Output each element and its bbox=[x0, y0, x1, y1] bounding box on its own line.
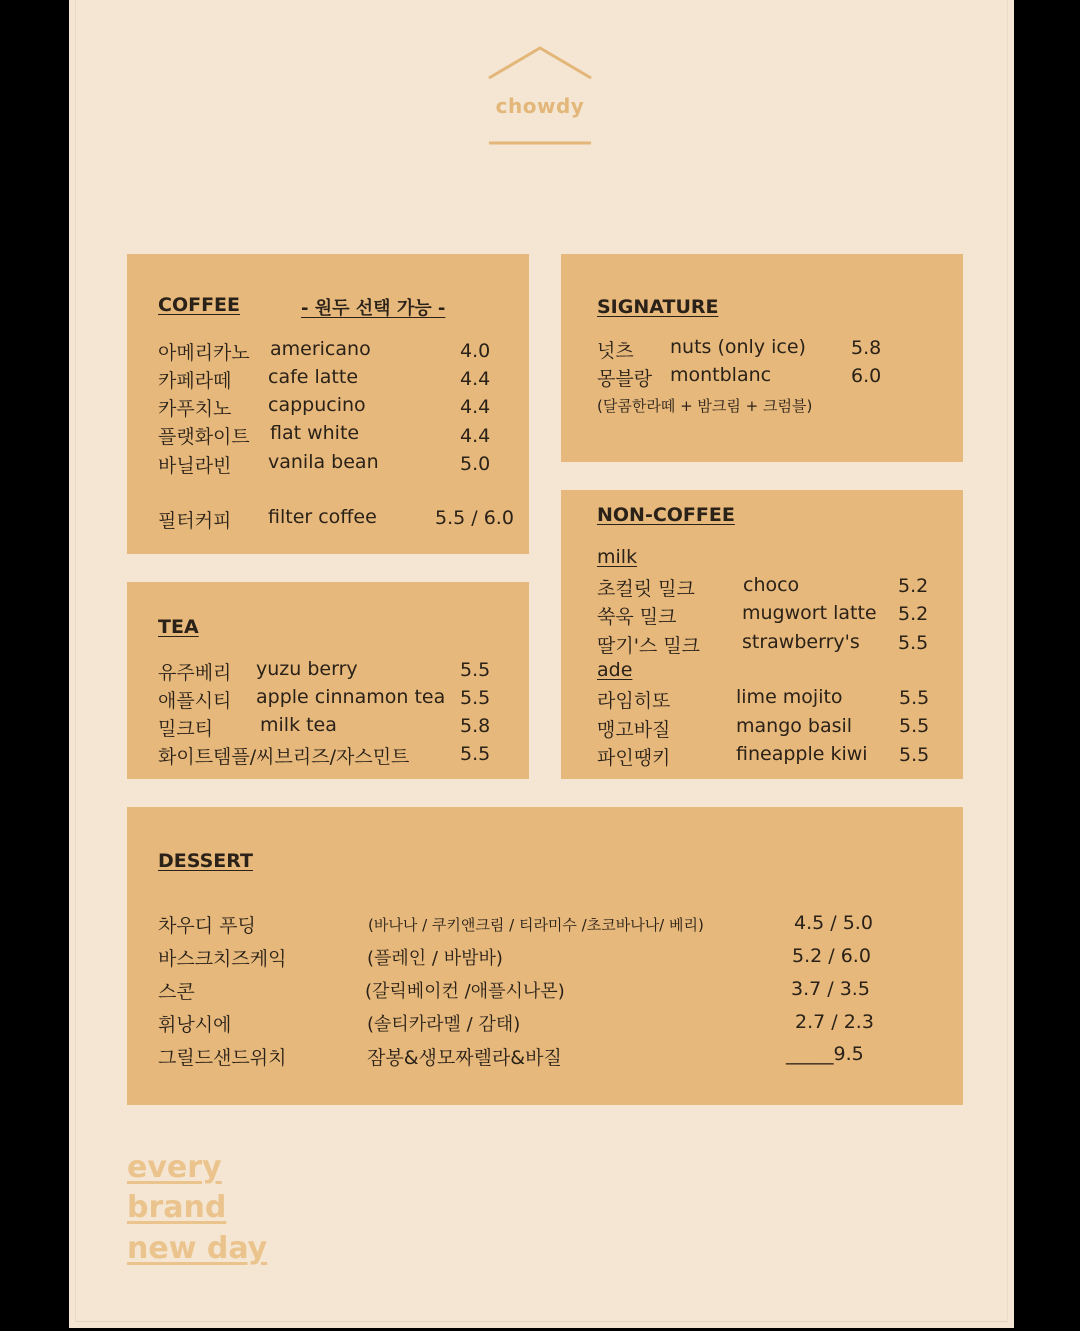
menu-page bbox=[69, 0, 1014, 1328]
coffee-item-ko: 아메리카노 bbox=[158, 342, 250, 364]
dessert-item-price: _____9.5 bbox=[786, 1043, 864, 1065]
ade-item-en: lime mojito bbox=[736, 686, 843, 708]
dessert-item-options: 잠봉&생모짜렐라&바질 bbox=[367, 1047, 562, 1069]
tea-item-en: milk tea bbox=[260, 714, 337, 736]
signature-item-price: 6.0 bbox=[851, 365, 882, 387]
tea-item-en: apple cinnamon tea bbox=[256, 686, 446, 708]
tea-title: TEA bbox=[158, 616, 199, 638]
signature-item-en: montblanc bbox=[670, 364, 772, 386]
signature-item-ko: 몽블랑 bbox=[597, 368, 653, 390]
coffee-item-en: vanila bean bbox=[268, 451, 379, 473]
dessert-item-options: (바나나 / 쿠키앤크림 / 티라미수 /초코바나나/ 베리) bbox=[368, 916, 704, 934]
milk-label: milk bbox=[597, 546, 638, 568]
dessert-item-price: 4.5 / 5.0 bbox=[794, 912, 873, 934]
coffee-item-en: cappucino bbox=[268, 394, 366, 416]
dessert-title: DESSERT bbox=[158, 850, 253, 872]
milk-item-en: strawberry's bbox=[742, 631, 860, 653]
coffee-item-price: 5.0 bbox=[460, 453, 491, 475]
milk-item-en: mugwort latte bbox=[742, 602, 877, 624]
coffee-item-en: filter coffee bbox=[268, 506, 377, 528]
milk-item-price: 5.5 bbox=[898, 632, 929, 654]
tagline-line: brand bbox=[127, 1190, 227, 1225]
dessert-item-ko: 그릴드샌드위치 bbox=[158, 1047, 287, 1069]
coffee-item-ko: 플랫화이트 bbox=[158, 426, 250, 448]
signature-item-ko: 넛츠 bbox=[597, 340, 634, 362]
tea-item-ko: 밀크티 bbox=[158, 718, 214, 740]
dessert-item-ko: 바스크치즈케익 bbox=[158, 948, 287, 970]
noncoffee-section bbox=[561, 490, 963, 779]
coffee-item-price: 5.5 / 6.0 bbox=[435, 507, 514, 529]
signature-note: (달콤한라떼 + 밤크림 + 크럼블) bbox=[597, 397, 813, 415]
signature-section bbox=[561, 254, 963, 462]
coffee-note: - 원두 선택 가능 - bbox=[301, 298, 446, 319]
dessert-section bbox=[127, 807, 963, 1105]
milk-item-price: 5.2 bbox=[898, 575, 929, 597]
ade-item-en: fineapple kiwi bbox=[736, 743, 868, 765]
tea-item-price: 5.5 bbox=[460, 687, 491, 709]
dessert-item-ko: 스콘 bbox=[158, 981, 195, 1003]
dessert-item-price: 2.7 / 2.3 bbox=[795, 1011, 874, 1033]
ade-item-ko: 라임히또 bbox=[597, 690, 671, 712]
ade-item-ko: 맹고바질 bbox=[597, 719, 671, 741]
tea-item-price: 5.8 bbox=[460, 715, 491, 737]
tea-item-price: 5.5 bbox=[460, 659, 491, 681]
milk-item-ko: 쑥욱 밀크 bbox=[597, 606, 677, 628]
tagline-line: new day bbox=[127, 1231, 268, 1266]
signature-item-price: 5.8 bbox=[851, 337, 882, 359]
tea-item-ko: 유주베리 bbox=[158, 662, 232, 684]
coffee-item-ko: 카푸치노 bbox=[158, 398, 232, 420]
ade-item-ko: 파인땡키 bbox=[597, 747, 671, 769]
ade-item-price: 5.5 bbox=[899, 715, 930, 737]
dessert-item-options: (솔티카라멜 / 감태) bbox=[367, 1014, 521, 1035]
tea-item-price: 5.5 bbox=[460, 743, 491, 765]
coffee-item-price: 4.4 bbox=[460, 396, 491, 418]
coffee-item-ko: 바닐라빈 bbox=[158, 455, 232, 477]
chowdy-logo bbox=[487, 44, 593, 148]
coffee-section bbox=[127, 254, 529, 554]
tagline-line: every bbox=[127, 1150, 222, 1185]
milk-item-ko: 딸기'스 밀크 bbox=[597, 635, 701, 657]
milk-item-price: 5.2 bbox=[898, 603, 929, 625]
brand-name: chowdy bbox=[495, 94, 585, 118]
noncoffee-title: NON-COFFEE bbox=[597, 504, 735, 526]
coffee-title: COFFEE bbox=[158, 294, 241, 316]
signature-item-en: nuts (only ice) bbox=[670, 336, 806, 358]
coffee-item-price: 4.0 bbox=[460, 340, 491, 362]
tea-item-ko: 화이트템플/씨브리즈/자스민트 bbox=[158, 746, 410, 768]
coffee-item-price: 4.4 bbox=[460, 425, 491, 447]
milk-item-en: choco bbox=[743, 574, 800, 596]
tea-section bbox=[127, 582, 529, 779]
tea-item-ko: 애플시티 bbox=[158, 690, 232, 712]
signature-title: SIGNATURE bbox=[597, 296, 719, 318]
dessert-item-options: (갈릭베이컨 /애플시나몬) bbox=[365, 981, 565, 1002]
dessert-item-ko: 차우디 푸딩 bbox=[158, 915, 256, 937]
ade-item-price: 5.5 bbox=[899, 687, 930, 709]
dessert-item-options: (플레인 / 바밤바) bbox=[367, 948, 503, 969]
ade-label: ade bbox=[597, 659, 633, 681]
dessert-item-price: 5.2 / 6.0 bbox=[792, 945, 871, 967]
dessert-item-ko: 휘낭시에 bbox=[158, 1014, 232, 1036]
coffee-item-price: 4.4 bbox=[460, 368, 491, 390]
coffee-item-ko: 카페라떼 bbox=[158, 370, 232, 392]
dessert-item-price: 3.7 / 3.5 bbox=[791, 978, 870, 1000]
tea-item-en: yuzu berry bbox=[256, 658, 358, 680]
ade-item-en: mango basil bbox=[736, 715, 853, 737]
ade-item-price: 5.5 bbox=[899, 744, 930, 766]
coffee-item-en: flat white bbox=[270, 422, 360, 444]
milk-item-ko: 초컬릿 밀크 bbox=[597, 578, 695, 600]
coffee-item-ko: 필터커피 bbox=[158, 510, 232, 532]
coffee-item-en: cafe latte bbox=[268, 366, 359, 388]
coffee-item-en: americano bbox=[270, 338, 371, 360]
